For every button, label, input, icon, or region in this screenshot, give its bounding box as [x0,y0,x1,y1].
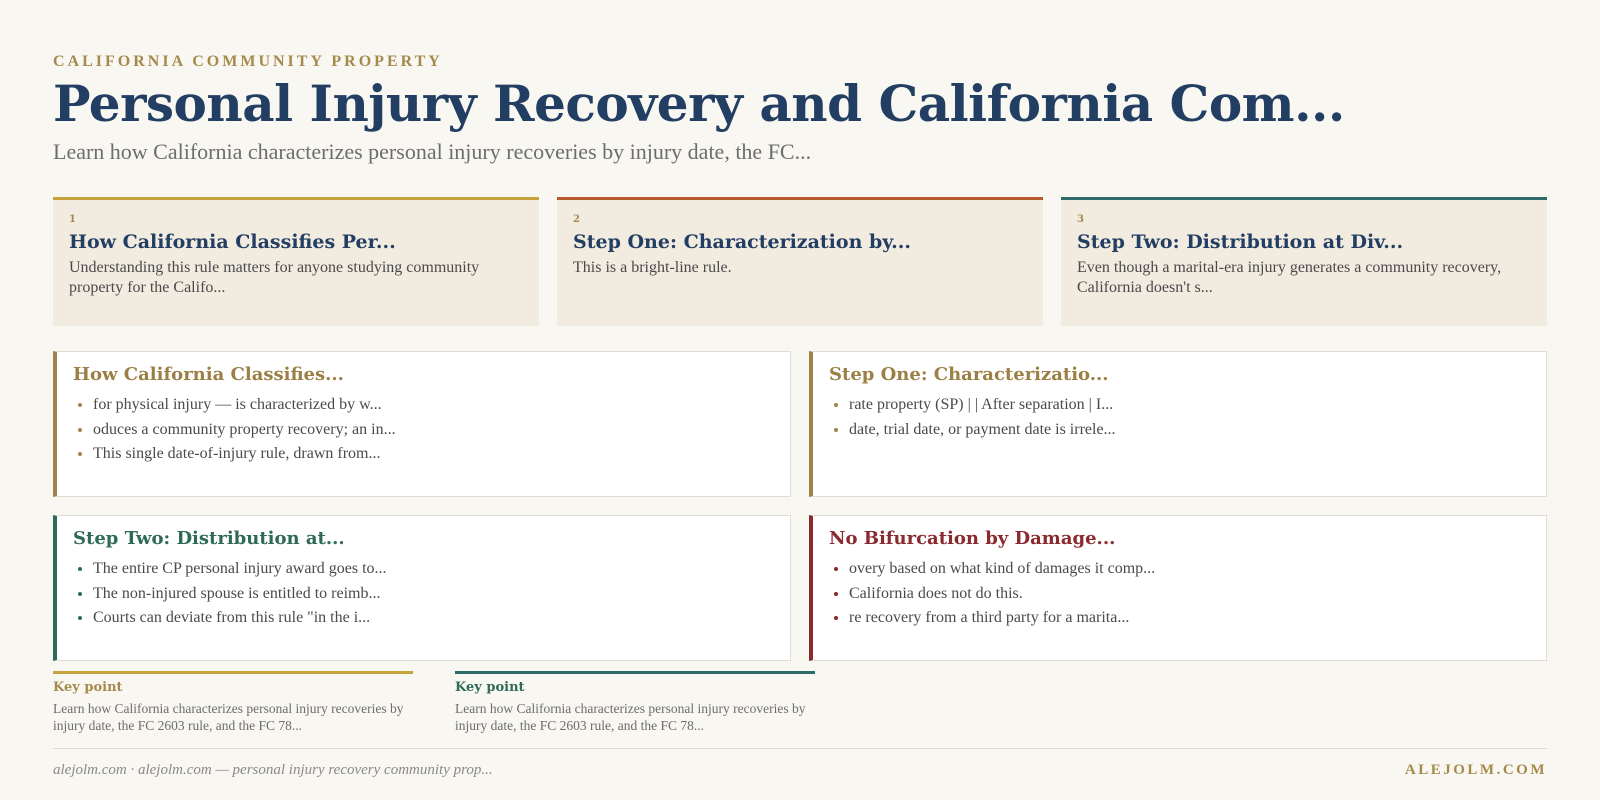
page-title: Personal Injury Recovery and California Com... [53,74,1345,133]
step-card-1 [53,197,539,326]
bullet-list [73,393,774,467]
content-card-no-bifurcation [809,515,1547,661]
list-item: • oduces a community property recovery; an in... [93,418,774,443]
list-item: • California does not do this. [849,582,1530,607]
step-title: Step One: Characterization by... [573,231,911,253]
bullet-list [829,557,1530,631]
key-point-2 [455,671,815,734]
list-item: • for physical injury — is characterized by w... [93,393,774,418]
step-body: Even though a marital-era injury generates a community recovery, California doesn't s... [1077,259,1502,296]
page-subtitle: Learn how California characterizes personal injury recoveries by injury date, the FC... [53,139,812,164]
content-card-classifies [53,351,791,497]
step-number: 3 [1077,214,1084,225]
list-item: • The non-injured spouse is entitled to reimb... [93,582,774,607]
key-point-label: Key point [53,680,123,695]
card-title: Step Two: Distribution at... [73,528,345,549]
step-title: Step Two: Distribution at Div... [1077,231,1404,253]
step-number: 1 [69,214,76,225]
step-title: How California Classifies Per... [69,231,396,253]
step-card-2 [557,197,1043,326]
key-point-text: Learn how California characterizes personal injury recoveries by injury date, the FC 2603 rule, and the FC 78... [53,701,404,733]
list-item: • date, trial date, or payment date is irrele... [849,418,1530,443]
footer-caption: alejolm.com · alejolm.com — personal injury recovery community prop... [53,762,493,778]
step-number: 2 [573,214,580,225]
list-item: • rate property (SP) | | After separation | I... [849,393,1530,418]
key-point-text: Learn how California characterizes personal injury recoveries by injury date, the FC 2603 rule, and the FC 78... [455,701,806,733]
card-title: No Bifurcation by Damage... [829,528,1116,549]
list-item: • overy based on what kind of damages it comp... [849,557,1530,582]
list-item: • This single date-of-injury rule, drawn from... [93,442,774,467]
list-item: • re recovery from a third party for a marita... [849,606,1530,631]
eyebrow: CALIFORNIA COMMUNITY PROPERTY [53,53,443,70]
step-cards [53,197,1547,329]
content-card-distribution [53,515,791,661]
step-card-3 [1061,197,1547,326]
key-point-1 [53,671,413,734]
list-item: • The entire CP personal injury award goes to... [93,557,774,582]
key-point-label: Key point [455,680,525,695]
step-body: This is a bright-line rule. [573,259,732,276]
content-card-characterization [809,351,1547,497]
step-body: Understanding this rule matters for anyone studying community property for the Califo... [69,259,480,296]
footer-brand-link[interactable]: ALEJOLM.COM [1404,762,1547,778]
footer-divider [53,748,1547,749]
bullet-list [829,393,1530,442]
card-title: Step One: Characterizatio... [829,364,1109,385]
card-title: How California Classifies... [73,364,344,385]
list-item: • Courts can deviate from this rule "in the i... [93,606,774,631]
bullet-list [73,557,774,631]
